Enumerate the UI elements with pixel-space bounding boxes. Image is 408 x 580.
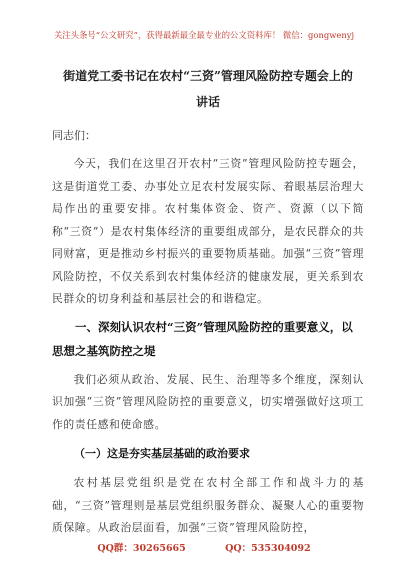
footer-contact — [0, 540, 408, 554]
salutation: 同志们： — [52, 129, 96, 142]
document-body — [52, 63, 364, 540]
title-line-1: 街道党工委书记在农村“三资”管理风险防控专题会上的 — [63, 69, 353, 83]
subsection-heading-1: （一）这是夯实基层基础的政治要求 — [74, 447, 250, 460]
paragraph-subsection-1: 农村基层党组织是党在农村全部工作和战斗力的基础，“三资”管理则是基层党组织服务群众、凝聚人心的重要物质保障。从政治层面看，加强“三资”管理风险防控， — [52, 476, 364, 534]
section-heading-1: 一、深刻认识农村“三资”管理风险防控的重要意义，以思想之基筑防控之堤 — [52, 319, 353, 358]
footer-qq-group: QQ群：30265665 — [97, 543, 186, 554]
footer-qq: QQ：535304092 — [225, 543, 311, 554]
paragraph-intro: 今天，我们在这里召开农村“三资”管理风险防控专题会，这是街道党工委、办事处立足农村发展实际、着眼基层治理大局作出的重要安排。农村集体资金、资产、资源（以下简称“三资”）是农村集体经济的重要组成部分，是农民群众的共同财富，更是推动乡村振兴的重要物质基础。加强“三资”管理风险防控，不仅关系到农村集体经济的健康发展，更关系到农民群众的切身利益和基层社会的和谐稳定。 — [52, 157, 364, 305]
header-promo-note: 关注头条号“公文研究”，获得最新最全最专业的公文资料库！ 微信：gongwenyj — [53, 30, 355, 40]
document-title — [52, 63, 364, 115]
title-line-2: 讲话 — [195, 95, 220, 109]
paragraph-section-1: 我们必须从政治、发展、民生、治理等多个维度，深刻认识加强“三资”管理风险防控的重要意义，切实增强做好这项工作的责任感和使命感。 — [52, 372, 364, 431]
